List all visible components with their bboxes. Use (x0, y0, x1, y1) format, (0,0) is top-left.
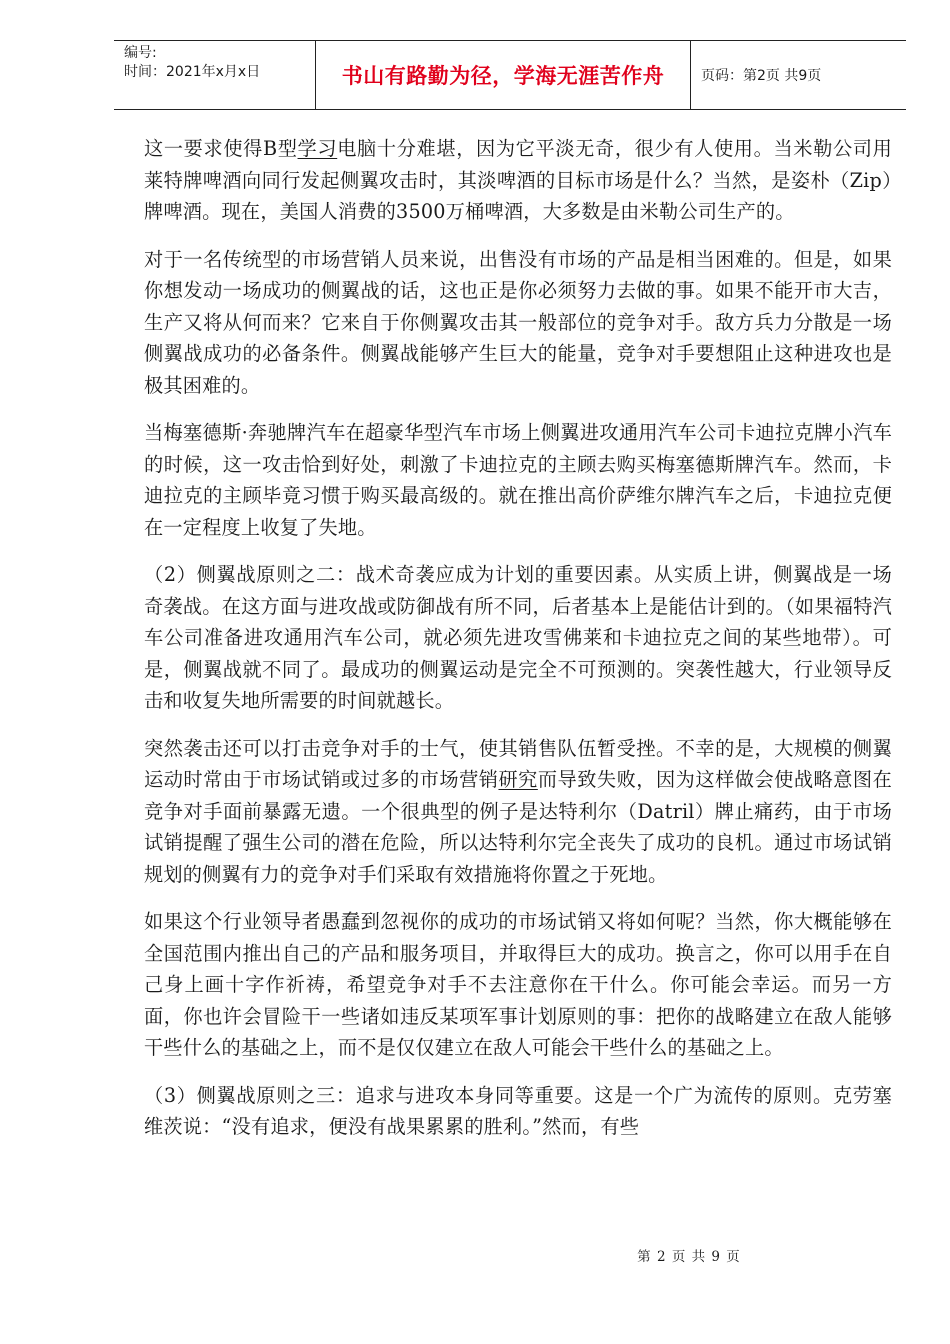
paragraph-5-text-start: 突然袭击还可以打击竞争对手的士气，使其销售队伍暂受挫。不幸的是，大规模的侧翼运动时常由于市场试销或过多的市场营销 (144, 736, 892, 791)
header-motto: 书山有路勤为径，学海无涯苦作舟 (316, 41, 691, 109)
header-meta (114, 41, 316, 109)
paragraph-3: 当梅塞德斯·奔驰牌汽车在超豪华型汽车市场上侧翼进攻通用汽车公司卡迪拉克牌小汽车的时候，这一攻击恰到好处，刺激了卡迪拉克的主顾去购买梅塞德斯牌汽车。然而，卡迪拉克的主顾毕竟习惯于购买最高级的。就在推出高价萨维尔牌汽车之后，卡迪拉克便在一定程度上收复了失地。 (144, 421, 892, 539)
paragraph-1-text-start: 这一要求使得B型 (144, 137, 298, 160)
paragraph-4: （2）侧翼战原则之二：战术奇袭应成为计划的重要因素。从实质上讲，侧翼战是一场奇袭战。在这方面与进攻战或防御战有所不同，后者基本上是能估计到的。（如果福特汽车公司准备进攻通用汽车公司，就必须先进攻雪佛莱和卡迪拉克之间的某些地带）。可是，侧翼战就不同了。最成功的侧翼运动是完全不可预测的。突袭性越大，行业领导反击和收复失地所需要的时间就越长。 (144, 563, 892, 712)
paragraph-6: 如果这个行业领导者愚蠢到忽视你的成功的市场试销又将如何呢？当然，你大概能够在全国范围内推出自己的产品和服务项目，并取得巨大的成功。换言之，你可以用手在自己身上画十字作祈祷，希望竞争对手不去注意你在干什么。你可能会幸运。而另一方面，你也许会冒险干一些诸如违反某项军事计划原则的事：把你的战略建立在敌人能够干些什么的基础之上，而不是仅仅建立在敌人可能会干些什么的基础之上。 (144, 910, 892, 1059)
paragraph-2: 对于一名传统型的市场营销人员来说，出售没有市场的产品是相当困难的。但是，如果你想发动一场成功的侧翼战的话，这也正是你必须努力去做的事。如果不能开市大吉，生产又将从何而来？它来自于你侧翼攻击其一般部位的竞争对手。敌方兵力分散是一场侧翼战成功的必备条件。侧翼战能够产生巨大的能量，竞争对手要想阻止这种进攻也是极其困难的。 (144, 247, 892, 397)
document-time-label: 时间：2021年x月x日 (124, 64, 261, 80)
page-footer: 第 2 页 共 9 页 (637, 1249, 740, 1265)
document-body (144, 133, 892, 1159)
paragraph-1 (144, 133, 892, 228)
paragraph-1-text-end: 电脑十分难堪，因为它平淡无奇，很少有人使用。当米勒公司用莱特牌啤酒向同行发起侧翼攻击时，其淡啤酒的目标市场是什么？当然，是姿朴（Zip）牌啤酒。现在，美国人消费的3500万桶啤酒，大多数是由米勒公司生产的。 (144, 137, 892, 223)
paragraph-5-text-end: 而导致失败，因为这样做会使战略意图在竞争对手面前暴露无遗。一个很典型的例子是达特利尔（Datril）牌止痛药，由于市场试销提醒了强生公司的潜在危险，所以达特利尔完全丧失了成功的良机。通过市场试销规划的侧翼有力的竞争对手们采取有效措施将你置之于死地。 (144, 768, 892, 886)
study-link[interactable]: 学习 (297, 137, 338, 160)
paragraph-5 (144, 733, 892, 891)
paragraph-7: （3）侧翼战原则之三：追求与进攻本身同等重要。这是一个广为流传的原则。克劳塞维茨说：“没有追求，便没有战果累累的胜利。”然而，有些 (144, 1083, 892, 1138)
header-page-number: 页码：第2页 共9页 (701, 68, 822, 84)
research-link[interactable]: 研究 (498, 768, 538, 791)
page-header (114, 40, 906, 110)
document-number-label: 编号: (124, 45, 157, 61)
